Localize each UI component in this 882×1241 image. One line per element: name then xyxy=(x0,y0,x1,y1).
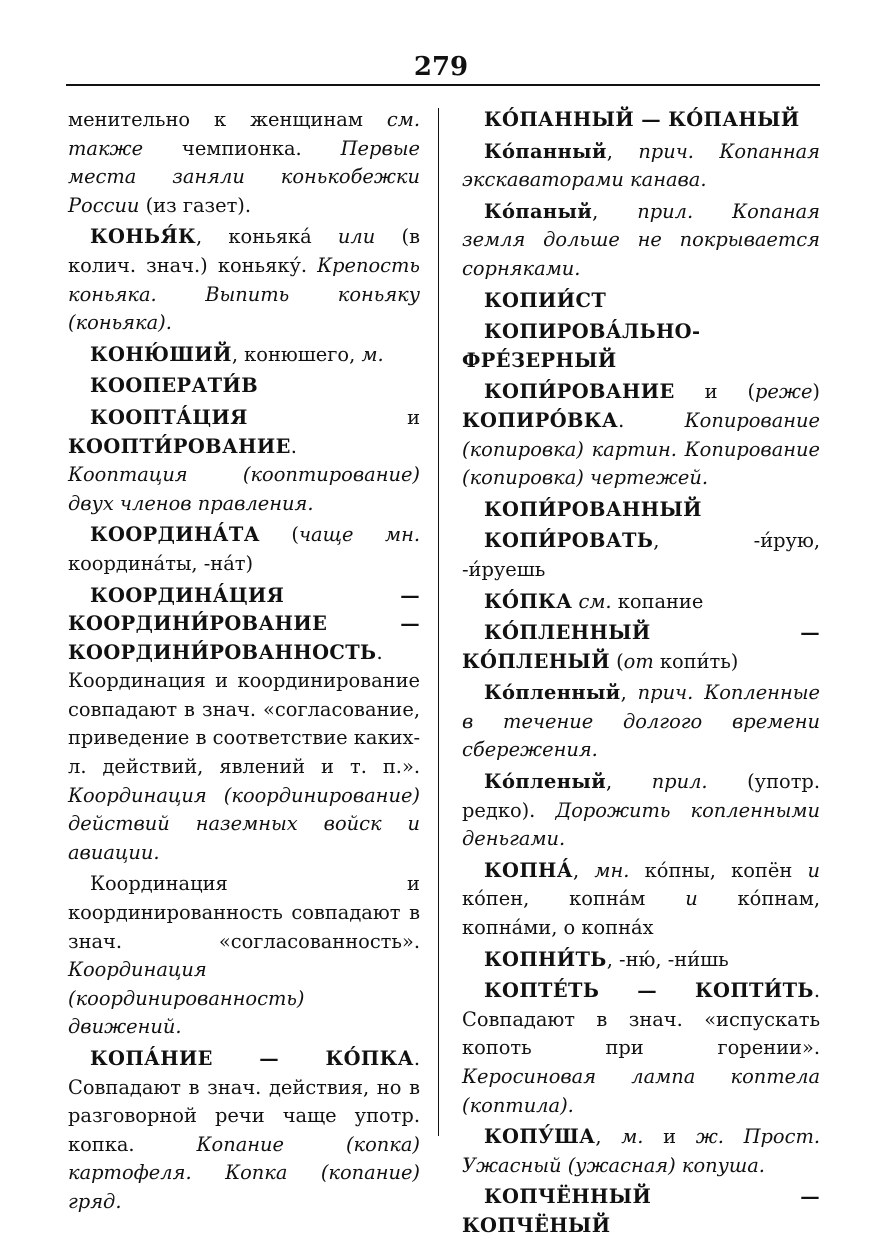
italic-text: прич. Копанная экскаваторами канава. xyxy=(462,139,820,192)
dictionary-entry xyxy=(68,521,420,578)
left-column xyxy=(68,106,420,1217)
entry-text: . Совпадают в знач. «испускать копоть при горении». xyxy=(462,979,820,1060)
page-number: 279 xyxy=(413,52,469,82)
headword: КОНЬЯ́К xyxy=(90,225,196,249)
entry-text: чемпионка. xyxy=(143,136,341,160)
italic-text: прич. Копленные в течение долгого времени сбережения. xyxy=(462,681,820,762)
entry-text: , xyxy=(592,199,638,223)
entry-text: , xyxy=(606,139,639,163)
entry-text: , -и́рую, -и́руешь xyxy=(462,529,820,581)
entry-text: ( xyxy=(609,649,624,673)
headword: КО́ПКА xyxy=(484,589,573,613)
italic-text: Первые места заняли конькобежки России xyxy=(68,136,420,217)
entry-text: . xyxy=(290,434,297,458)
headword: КОПА́НИЕ — КО́ПКА xyxy=(90,1047,414,1070)
dictionary-entry xyxy=(462,1123,820,1180)
headword: Ко́пленый xyxy=(484,770,606,794)
dictionary-entry xyxy=(462,198,820,284)
entry-text: Координация и координированность совпадают в знач. «согласованность». xyxy=(68,872,420,953)
entry-text: и ( xyxy=(674,380,756,404)
entry-text: (употр. редко). xyxy=(462,770,820,822)
italic-text: прил. xyxy=(651,770,708,794)
right-column xyxy=(462,106,820,1241)
entry-text: ко́пны, копён xyxy=(629,858,808,882)
dictionary-entry xyxy=(462,977,820,1120)
entry-text: , коньяка́ xyxy=(196,225,338,249)
headword: КО́ПЛЕННЫЙ — КО́ПЛЕНЫЙ xyxy=(462,621,820,673)
dictionary-entry xyxy=(68,582,420,868)
entry-text: менительно к женщинам xyxy=(68,108,387,131)
italic-text: Кооптация (кооптирование) двух членов правления. xyxy=(68,463,420,515)
headword: КОПТЕ́ТЬ — КОПТИ́ТЬ xyxy=(484,979,814,1003)
entry-text: , xyxy=(595,1125,622,1149)
headword: КО́ПАННЫЙ — КО́ПАНЫЙ xyxy=(484,108,800,131)
italic-text: или xyxy=(337,225,376,249)
entry-text: ко́пнам, копна́ми, о копна́х xyxy=(462,887,820,940)
dictionary-entry xyxy=(462,619,820,676)
headword: КОПНИ́ТЬ xyxy=(484,947,607,971)
headword: КОПИРОВА́ЛЬНО-ФРЕ́ЗЕРНЫЙ xyxy=(462,320,701,372)
headword: КОПНА́ xyxy=(484,858,573,882)
italic-text: мн. xyxy=(594,858,630,882)
italic-text: Координация (координирование) действий наземных войск и авиации. xyxy=(68,783,420,864)
dictionary-entry xyxy=(462,527,820,584)
italic-text: см. xyxy=(578,589,612,613)
dictionary-entry xyxy=(68,341,420,370)
entry-text: копи́ть) xyxy=(653,649,739,673)
entry-text: (в колич. знач.) коньяку́. xyxy=(68,225,420,277)
headword: КОПИИ́СТ xyxy=(484,288,607,312)
headword: КООПТА́ЦИЯ xyxy=(90,405,248,429)
entry-text: . Совпадают в знач. действия, но в разговорной речи чаще употр. копка. xyxy=(68,1047,420,1156)
headword: КООРДИНА́ЦИЯ — КООРДИНИ́РОВАНИЕ — КООРДИНИ́РОВАННОСТЬ xyxy=(68,583,420,664)
headword: КОПЧЁННЫЙ — КОПЧЁНЫЙ xyxy=(462,1185,820,1237)
dictionary-entry xyxy=(462,857,820,943)
entry-text: , xyxy=(606,770,652,794)
headword: КОПИ́РОВАННЫЙ xyxy=(484,497,702,521)
entry-text: ( xyxy=(259,523,299,547)
entry-text: . xyxy=(618,408,685,432)
headword: КОНЮ́ШИЙ xyxy=(90,342,232,366)
entry-text: , xyxy=(620,681,638,705)
dictionary-entry xyxy=(462,138,820,195)
entry-text: и xyxy=(643,1125,696,1149)
dictionary-entry xyxy=(462,106,820,135)
entry-text: копание xyxy=(611,589,704,613)
dictionary-entry xyxy=(462,588,820,617)
italic-text: и xyxy=(807,858,820,882)
entry-text: , -ню́, -ни́шь xyxy=(606,947,729,971)
headword: Ко́панный xyxy=(484,139,607,163)
column-divider xyxy=(438,108,439,1136)
headword: Ко́пленный xyxy=(484,681,621,705)
entry-text: и xyxy=(247,405,420,429)
dictionary-entry xyxy=(462,318,820,375)
entry-text: (из газет). xyxy=(139,193,252,217)
headword: КООПТИ́РОВАНИЕ xyxy=(68,434,291,458)
dictionary-entry xyxy=(462,768,820,854)
headword: КООПЕРАТИ́В xyxy=(90,374,259,398)
headword: КОПИ́РОВАНИЕ xyxy=(484,380,675,404)
dictionary-entry xyxy=(68,1045,420,1217)
dictionary-entry xyxy=(462,679,820,765)
entry-text: , xyxy=(572,858,595,882)
headword: Ко́паный xyxy=(484,199,593,223)
dictionary-entry xyxy=(68,372,420,401)
italic-text: Копирование (копировка) картин. Копирование (копировка) чертежей. xyxy=(462,408,820,490)
dictionary-entry xyxy=(462,287,820,316)
headword: КОПИ́РОВАТЬ xyxy=(484,529,654,553)
italic-text: м. xyxy=(621,1125,644,1149)
italic-text: реже xyxy=(755,380,813,404)
headword: КОПУ́ША xyxy=(484,1125,596,1149)
headword: КООРДИНА́ТА xyxy=(90,523,260,547)
italic-text: прил. Копаная земля дольше не покрывается сорняками. xyxy=(462,199,821,280)
italic-text: Крепость коньяка. Выпить коньяку (коньяка). xyxy=(68,253,420,335)
dictionary-entry xyxy=(68,870,420,1042)
headword: КОПИРО́ВКА xyxy=(462,408,619,432)
entry-continuation xyxy=(68,106,420,220)
italic-text: м. xyxy=(361,342,384,366)
italic-text: см. также xyxy=(68,108,420,160)
dictionary-entry xyxy=(462,378,820,492)
italic-text: Копание (копка) картофеля. Копка (копание) гряд. xyxy=(68,1132,420,1213)
entry-text: ) xyxy=(812,380,820,404)
italic-text: чаще мн. xyxy=(298,523,421,547)
italic-text: Координация (координированность) движений. xyxy=(68,958,305,1039)
dictionary-entry xyxy=(462,496,820,525)
entry-text: , конюшего, xyxy=(231,342,362,366)
dictionary-entry xyxy=(68,404,420,518)
italic-text: от xyxy=(623,649,654,673)
entry-text: ко́пен, копна́м xyxy=(462,887,686,911)
entry-text: . Координация и координирование совпадают в знач. «согласование, приведение в соответствие каких-л. действий, явлений и т. п.». xyxy=(68,640,420,779)
italic-text: ж. Прост. Ужасный (ужасная) копуша. xyxy=(462,1125,820,1177)
dictionary-entry xyxy=(462,946,820,975)
entry-text: координа́ты, -на́т) xyxy=(68,551,254,575)
italic-text: Дорожить копленными деньгами. xyxy=(462,798,820,851)
italic-text: Керосиновая лампа коптела (коптила). xyxy=(462,1065,820,1117)
dictionary-entry xyxy=(68,223,420,337)
italic-text: и xyxy=(685,887,698,911)
header-rule xyxy=(66,84,820,86)
